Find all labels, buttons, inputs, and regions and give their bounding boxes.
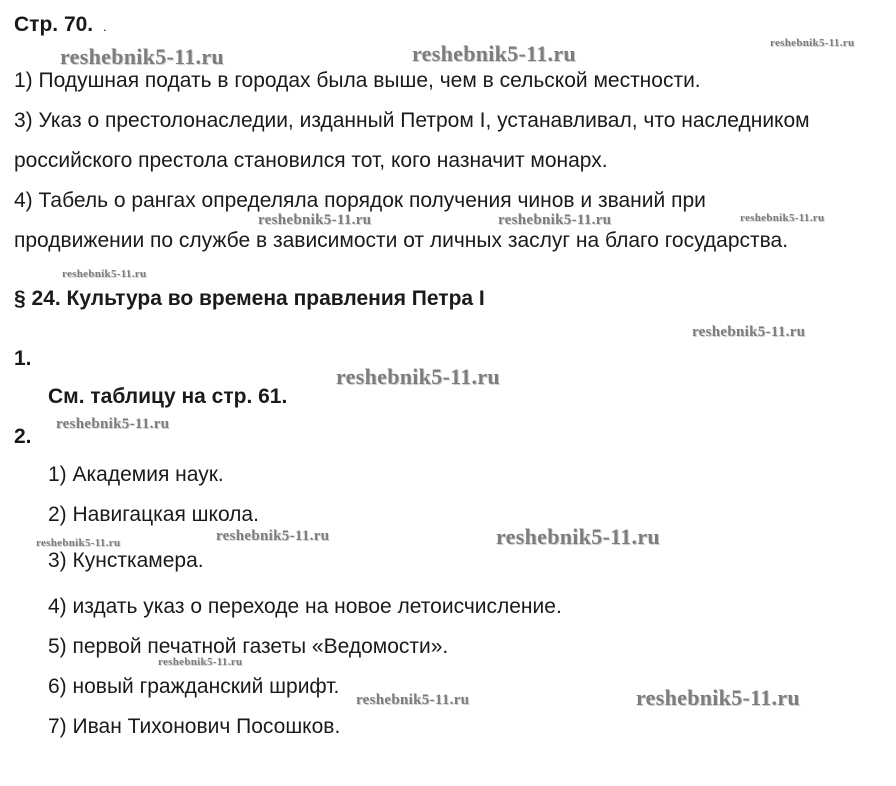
watermark: reshebnik5-11.ru [498, 212, 612, 228]
watermark: reshebnik5-11.ru [36, 537, 121, 549]
watermark: reshebnik5-11.ru [56, 416, 170, 432]
task-2-answer-5: 5) первой печатной газеты «Ведомости». [48, 635, 449, 658]
task-2-answer-6: 6) новый гражданский шрифт. [48, 675, 340, 698]
watermark: reshebnik5-11.ru [62, 268, 147, 280]
watermark: reshebnik5-11.ru [496, 524, 660, 549]
section-title: § 24. Культура во времена правления Петра I [14, 287, 485, 310]
page-ref-text: Стр. 70. [14, 13, 94, 36]
answer-line-1: 1) Подушная подать в городах была выше, чем в сельской местности. [14, 69, 701, 92]
answer-line-4b: продвижении по службе в зависимости от личных заслуг на благо государства. [14, 229, 789, 252]
watermark: reshebnik5-11.ru [692, 324, 806, 340]
answer-line-3a: 3) Указ о престолонаследии, изданный Петром I, устанавливал, что наследником [14, 109, 810, 132]
task-1-number: 1. [14, 347, 32, 370]
watermark: reshebnik5-11.ru [158, 656, 243, 668]
task-2-answer-1: 1) Академия наук. [48, 463, 224, 486]
watermark: reshebnik5-11.ru [412, 41, 576, 66]
answer-line-4a: 4) Табель о рангах определяла порядок получения чинов и званий при [14, 189, 706, 212]
watermark: reshebnik5-11.ru [740, 212, 825, 224]
task-1-text: См. таблицу на стр. 61. [48, 385, 288, 408]
watermark: reshebnik5-11.ru [60, 44, 224, 69]
task-2-answer-2: 2) Навигацкая школа. [48, 503, 259, 526]
watermark: reshebnik5-11.ru [636, 685, 800, 710]
page-ref-mark: . [102, 19, 107, 34]
answer-line-3b: российского престола становился тот, кого назначит монарх. [14, 149, 608, 172]
watermark: reshebnik5-11.ru [258, 212, 372, 228]
watermark: reshebnik5-11.ru [336, 364, 500, 389]
task-2-answer-7: 7) Иван Тихонович Посошков. [48, 715, 341, 738]
watermark: reshebnik5-11.ru [216, 528, 330, 544]
watermark: reshebnik5-11.ru [356, 692, 470, 708]
watermark: reshebnik5-11.ru [770, 37, 855, 49]
page-reference [14, 12, 107, 40]
task-2-number: 2. [14, 425, 32, 448]
task-2-answer-4: 4) издать указ о переходе на новое летоисчисление. [48, 595, 562, 618]
task-2-answer-3: 3) Кунсткамера. [48, 549, 204, 572]
